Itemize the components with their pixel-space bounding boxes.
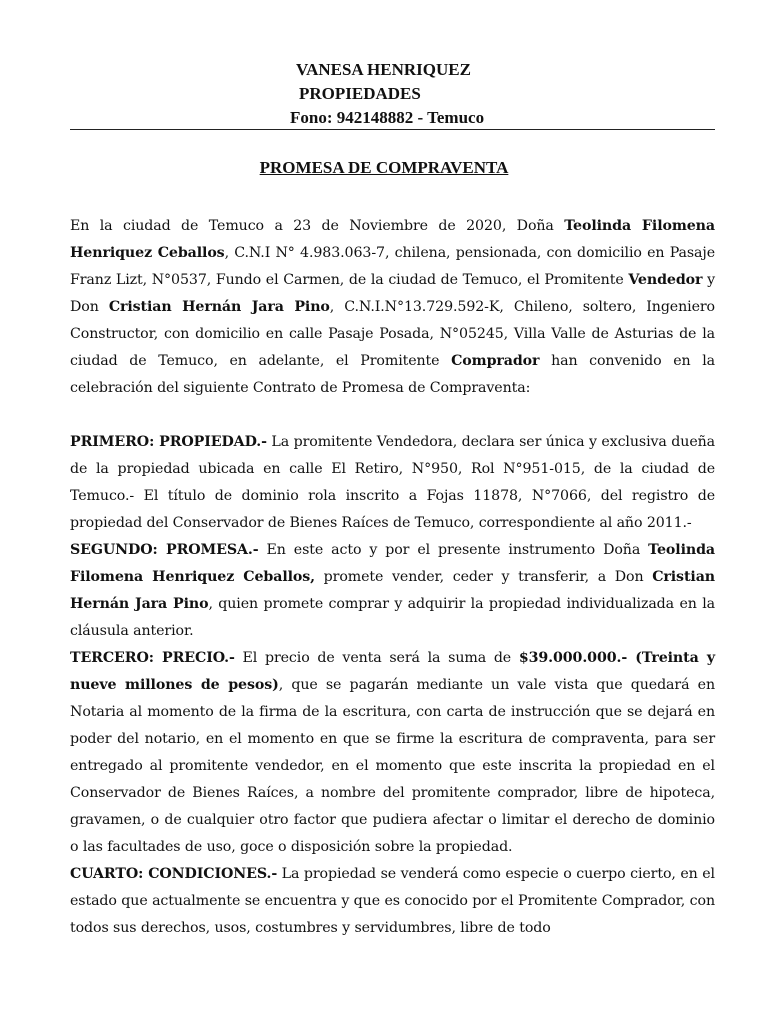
- price-amount-words: (Treinta y nueve millones de pesos): [70, 650, 716, 693]
- clause-segundo-text-2: promete vender, ceder y transferir, a Don: [315, 569, 653, 585]
- buyer-name: Cristian Hernán Jara Pino: [108, 299, 330, 315]
- clause-cuarto-heading: CUARTO: CONDICIONES.-: [70, 866, 278, 882]
- clause-cuarto-text: La propiedad se venderá como especie o cuerpo cierto, en el estado que actualmente se encuentra y que es conocido por el Promitente Comprador, con todos sus derechos, usos, costumbres y servidumbres, libre de todo: [70, 866, 715, 936]
- intro-text-5: han convenido en la celebración del siguiente Contrato de Promesa de Compraventa:: [70, 353, 715, 396]
- intro-text-2: , C.N.I N° 4.983.063-7, chilena, pensionada, con domicilio en Pasaje Franz Lizt, N°0537, Fundo el Carmen, de la ciudad de Temuco, el Promitente: [70, 245, 715, 288]
- clause-tercero: [70, 645, 715, 861]
- clause-tercero-text-2: , que se pagarán mediante un vale vista que quedará en Notaria al momento de la firma de la escritura, con carta de instrucción que se dejará en poder del notario, en el momento en que se firme la escritura de compraventa, para ser entregado al promitente vendedor, en el momento que este inscrita la propiedad en el Conservador de Bienes Raíces, a nombre del promitente comprador, libre de hipoteca, gravamen, o de cualquier otro factor que pudiera afectar o limitar el derecho de dominio o las facultades de uso, goce o disposición sobre la propiedad.: [70, 677, 715, 855]
- header-name: VANESA HENRIQUEZ: [296, 60, 471, 79]
- header-company: PROPIEDADES: [299, 84, 421, 103]
- intro-text-1: En la ciudad de Temuco a 23 de Noviembre de 2020, Doña: [70, 218, 565, 234]
- clause-segundo-buyer: Cristian Hernán Jara Pino: [70, 569, 715, 612]
- buyer-role: Comprador: [451, 353, 540, 369]
- document-title: PROMESA DE COMPRAVENTA: [259, 158, 509, 177]
- header-phone: Fono: 942148882 - Temuco: [290, 108, 485, 127]
- clause-primero-heading: PRIMERO: PROPIEDAD.-: [70, 434, 267, 450]
- clause-segundo-heading: SEGUNDO: PROMESA.-: [70, 542, 259, 558]
- clause-primero: [70, 429, 715, 537]
- seller-name: Teolinda Filomena Henriquez Ceballos: [70, 218, 715, 261]
- clause-primero-text: La promitente Vendedora, declara ser única y exclusiva dueña de la propiedad ubicada en calle El Retiro, N°950, Rol N°951-015, de la ciudad de Temuco.- El título de dominio rola inscrito a Fojas 11878, N°7066, del registro de propiedad del Conservador de Bienes Raíces de Temuco, correspondiente al año 2011.-: [70, 434, 716, 531]
- clause-segundo-text-3: , quien promete comprar y adquirir la propiedad individualizada en la cláusula anterior.: [70, 596, 715, 639]
- clause-cuarto: [70, 861, 715, 942]
- document-body: [70, 213, 715, 942]
- intro-text-4: , C.N.I.N°13.729.592-K, Chileno, soltero, Ingeniero Constructor, con domicilio en calle Pasaje Posada, N°05245, Villa Valle de Asturias de la ciudad de Temuco, en adelante, el Promitente: [70, 299, 715, 369]
- clause-segundo-seller: Teolinda Filomena Henriquez Ceballos,: [70, 542, 715, 585]
- intro-paragraph: [70, 213, 715, 402]
- intro-text-3: y Don: [70, 272, 716, 315]
- seller-role: Vendedor: [628, 272, 703, 288]
- clause-tercero-heading: TERCERO: PRECIO.-: [70, 650, 235, 666]
- clause-segundo: [70, 537, 715, 645]
- price-amount: $39.000.000.-: [518, 650, 628, 666]
- paragraph-gap: [70, 402, 715, 429]
- clause-segundo-text-1: En este acto y por el presente instrumento Doña: [258, 542, 649, 558]
- header-divider: [70, 129, 715, 130]
- clause-tercero-text-1: El precio de venta será la suma de: [234, 650, 519, 666]
